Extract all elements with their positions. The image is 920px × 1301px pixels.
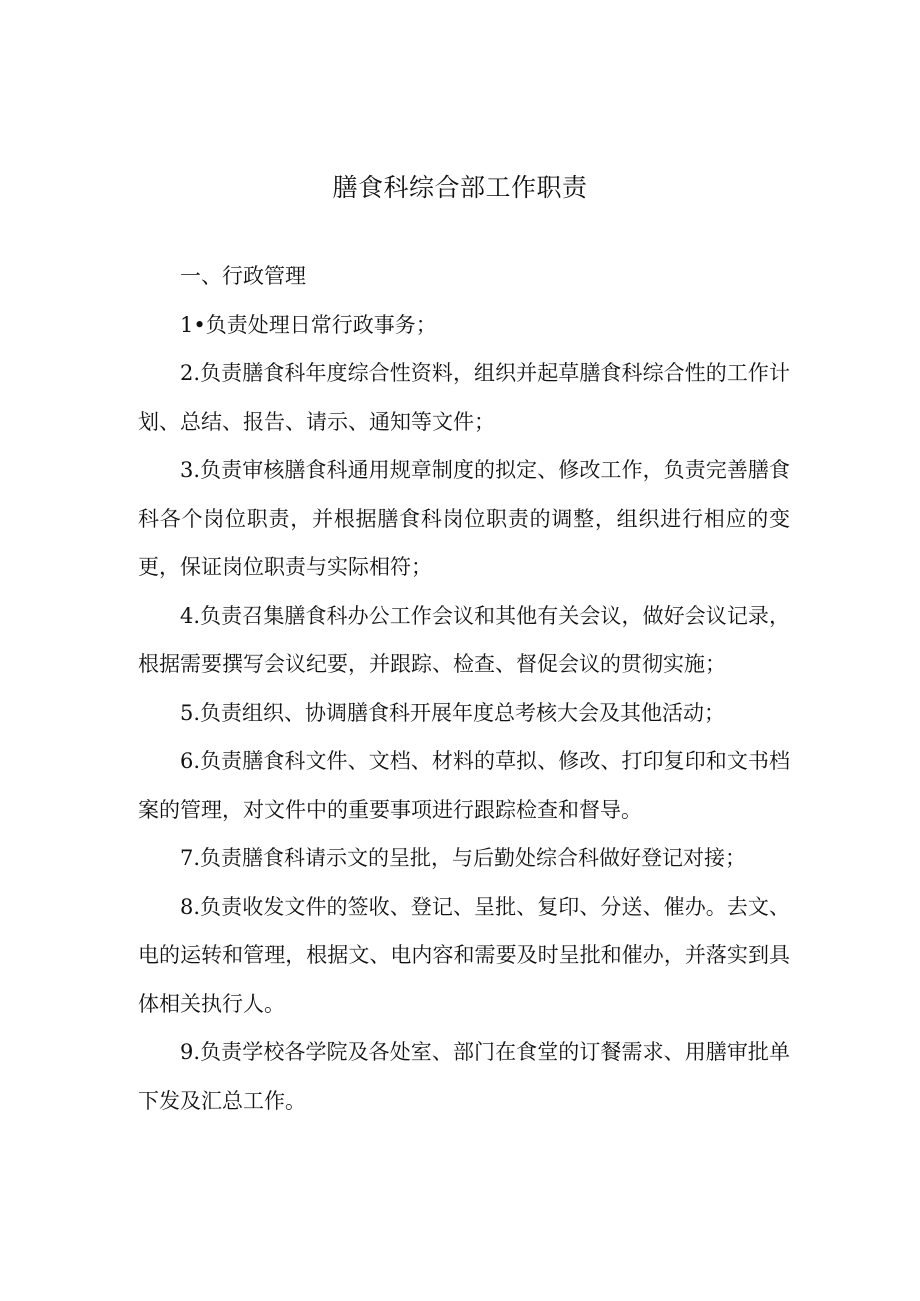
duty-item-2: 2.负责膳食科年度综合性资料，组织并起草膳食科综合性的工作计划、总结、报告、请示、通知等文件； bbox=[138, 361, 790, 434]
document-title: 膳食科综合部工作职责 bbox=[332, 173, 588, 202]
section-heading: 一、行政管理 bbox=[180, 264, 306, 288]
duty-item-9: 9.负责学校各学院及各处室、部门在食堂的订餐需求、用膳审批单下发及汇总工作。 bbox=[138, 1040, 790, 1113]
duty-item-4: 4.负责召集膳食科办公工作会议和其他有关会议，做好会议记录，根据需要撰写会议纪要，并跟踪、检查、督促会议的贯彻实施； bbox=[138, 603, 790, 676]
duty-item-8: 8.负责收发文件的签收、登记、呈批、复印、分送、催办。去文、电的运转和管理，根据文、电内容和需要及时呈批和催办，并落实到具体相关执行人。 bbox=[138, 894, 790, 1016]
document-body bbox=[138, 252, 790, 1125]
duty-item-1: 1•负责处理日常行政事务； bbox=[180, 312, 437, 337]
duty-item-7: 7.负责膳食科请示文的呈批，与后勤处综合科做好登记对接； bbox=[180, 846, 747, 870]
duty-item-5: 5.负责组织、协调膳食科开展年度总考核大会及其他活动； bbox=[180, 700, 726, 725]
duty-item-3: 3.负责审核膳食科通用规章制度的拟定、修改工作，负责完善膳食科各个岗位职责，并根据膳食科岗位职责的调整，组织进行相应的变更，保证岗位职责与实际相符； bbox=[138, 458, 790, 579]
duty-item-6: 6.负责膳食科文件、文档、材料的草拟、修改、打印复印和文书档案的管理，对文件中的重要事项进行跟踪检查和督导。 bbox=[138, 749, 790, 822]
